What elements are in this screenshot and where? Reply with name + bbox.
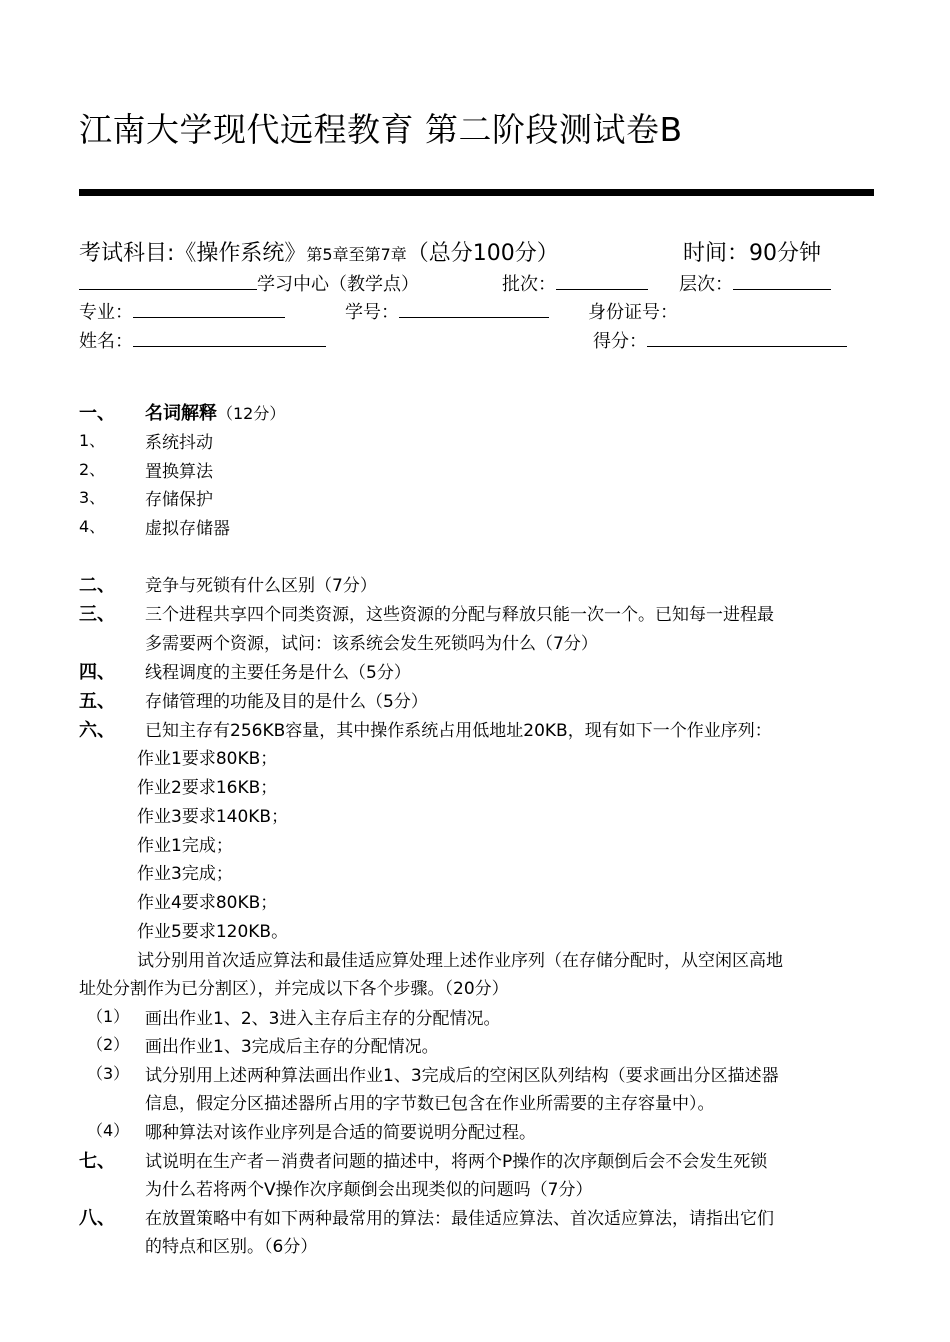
major-blank[interactable]: [133, 299, 285, 318]
section-7-line-1: 试说明在生产者－消费者问题的描述中，将两个P操作的次序颠倒后会不会发生死锁: [145, 1152, 768, 1172]
section-4-question: 线程调度的主要任务是什么（5分）: [145, 663, 411, 683]
name-field: [79, 327, 326, 353]
score-blank[interactable]: [647, 328, 847, 347]
term-2: 置换算法: [145, 462, 213, 482]
score-field: [593, 327, 847, 353]
info-row-1: [79, 270, 419, 296]
term-3-number: 3、: [79, 488, 106, 507]
exam-time: 时间：90分钟: [683, 241, 821, 266]
level-field: [679, 270, 831, 296]
section-2-question: 竞争与死锁有什么区别（7分）: [145, 576, 377, 596]
section-2-number: 二、: [79, 575, 115, 596]
subquestion-1-number: （1）: [87, 1007, 130, 1026]
center-label: 学习中心（教学点）: [257, 274, 419, 295]
term-4: 虚拟存储器: [145, 519, 230, 539]
section-7-number: 七、: [79, 1151, 115, 1172]
batch-field: [502, 270, 648, 296]
exam-title: 江南大学现代远程教育 第二阶段测试卷B: [79, 110, 683, 149]
section-6-paragraph-2: 址处分割作为已分割区），并完成以下各个步骤。（20分）: [79, 979, 509, 999]
term-1: 系统抖动: [145, 433, 213, 453]
subquestion-4: 哪种算法对该作业序列是合适的简要说明分配过程。: [145, 1123, 536, 1143]
section-8-number: 八、: [79, 1208, 115, 1229]
section-3-line-2: 多需要两个资源，试问：该系统会发生死锁吗为什么（7分）: [145, 634, 598, 654]
section-5-question: 存储管理的功能及目的是什么（5分）: [145, 692, 428, 712]
level-blank[interactable]: [733, 271, 831, 290]
major-field: [79, 298, 285, 324]
term-3: 存储保护: [145, 490, 213, 510]
batch-label: 批次：: [502, 274, 556, 295]
section-6-paragraph-1: 试分别用首次适应算法和最佳适应算处理上述作业序列（在存储分配时，从空闲区高地: [137, 951, 783, 971]
section-1-title: 名词解释: [145, 403, 217, 424]
term-4-number: 4、: [79, 517, 106, 536]
section-1-points: （12分）: [217, 404, 286, 423]
section-6-number: 六、: [79, 720, 115, 741]
job-step-4: 作业1完成；: [137, 836, 233, 856]
section-5-number: 五、: [79, 691, 115, 712]
student-id-label: 学号：: [345, 302, 399, 323]
job-step-1: 作业1要求80KB；: [137, 749, 278, 769]
subquestion-3-line-1: 试分别用上述两种算法画出作业1、3完成后的空闲区队列结构（要求画出分区描述器: [145, 1066, 779, 1086]
section-3-number: 三、: [79, 604, 115, 625]
job-step-6: 作业4要求80KB；: [137, 893, 278, 913]
batch-blank[interactable]: [556, 271, 648, 290]
job-step-7: 作业5要求120KB。: [137, 922, 289, 942]
subquestion-2: 画出作业1、3完成后主存的分配情况。: [145, 1037, 439, 1057]
job-step-5: 作业3完成；: [137, 864, 233, 884]
job-step-3: 作业3要求140KB；: [137, 807, 289, 827]
subquestion-3-number: （3）: [87, 1064, 130, 1083]
idcard-field: [588, 298, 678, 324]
level-label: 层次：: [679, 274, 733, 295]
section-6-question: 已知主存有256KB容量，其中操作系统占用低地址20KB，现有如下一个作业序列：: [145, 721, 772, 741]
idcard-label: 身份证号：: [588, 302, 678, 323]
total-score: （总分100分）: [406, 241, 559, 266]
score-label: 得分：: [593, 331, 647, 352]
title-divider: [79, 189, 874, 196]
section-8-line-2: 的特点和区别。（6分）: [145, 1237, 318, 1257]
center-blank[interactable]: [79, 271, 257, 290]
student-id-blank[interactable]: [399, 299, 549, 318]
term-2-number: 2、: [79, 460, 106, 479]
section-1-number: 一、: [79, 403, 115, 424]
subquestion-4-number: （4）: [87, 1121, 130, 1140]
subject-line: [79, 236, 559, 267]
section-7-line-2: 为什么若将两个V操作次序颠倒会出现类似的问题吗（7分）: [145, 1180, 593, 1200]
chapters: 第5章至第7章: [306, 245, 407, 264]
section-1-heading: [145, 399, 285, 425]
section-8-line-1: 在放置策略中有如下两种最常用的算法：最佳适应算法、首次适应算法，请指出它们: [145, 1209, 774, 1229]
subquestion-1: 画出作业1、2、3进入主存后主存的分配情况。: [145, 1009, 501, 1029]
name-label: 姓名：: [79, 331, 133, 352]
name-blank[interactable]: [133, 328, 326, 347]
section-3-line-1: 三个进程共享四个同类资源，这些资源的分配与释放只能一次一个。已知每一进程最: [145, 605, 774, 625]
student-id-field: [345, 298, 549, 324]
subject-label: 考试科目:《操作系统》: [79, 241, 307, 266]
term-1-number: 1、: [79, 431, 106, 450]
section-4-number: 四、: [79, 662, 115, 683]
job-step-2: 作业2要求16KB；: [137, 778, 278, 798]
subquestion-2-number: （2）: [87, 1035, 130, 1054]
subquestion-3-line-2: 信息，假定分区描述器所占用的字节数已包含在作业所需要的主存容量中）。: [145, 1094, 715, 1114]
major-label: 专业：: [79, 302, 133, 323]
